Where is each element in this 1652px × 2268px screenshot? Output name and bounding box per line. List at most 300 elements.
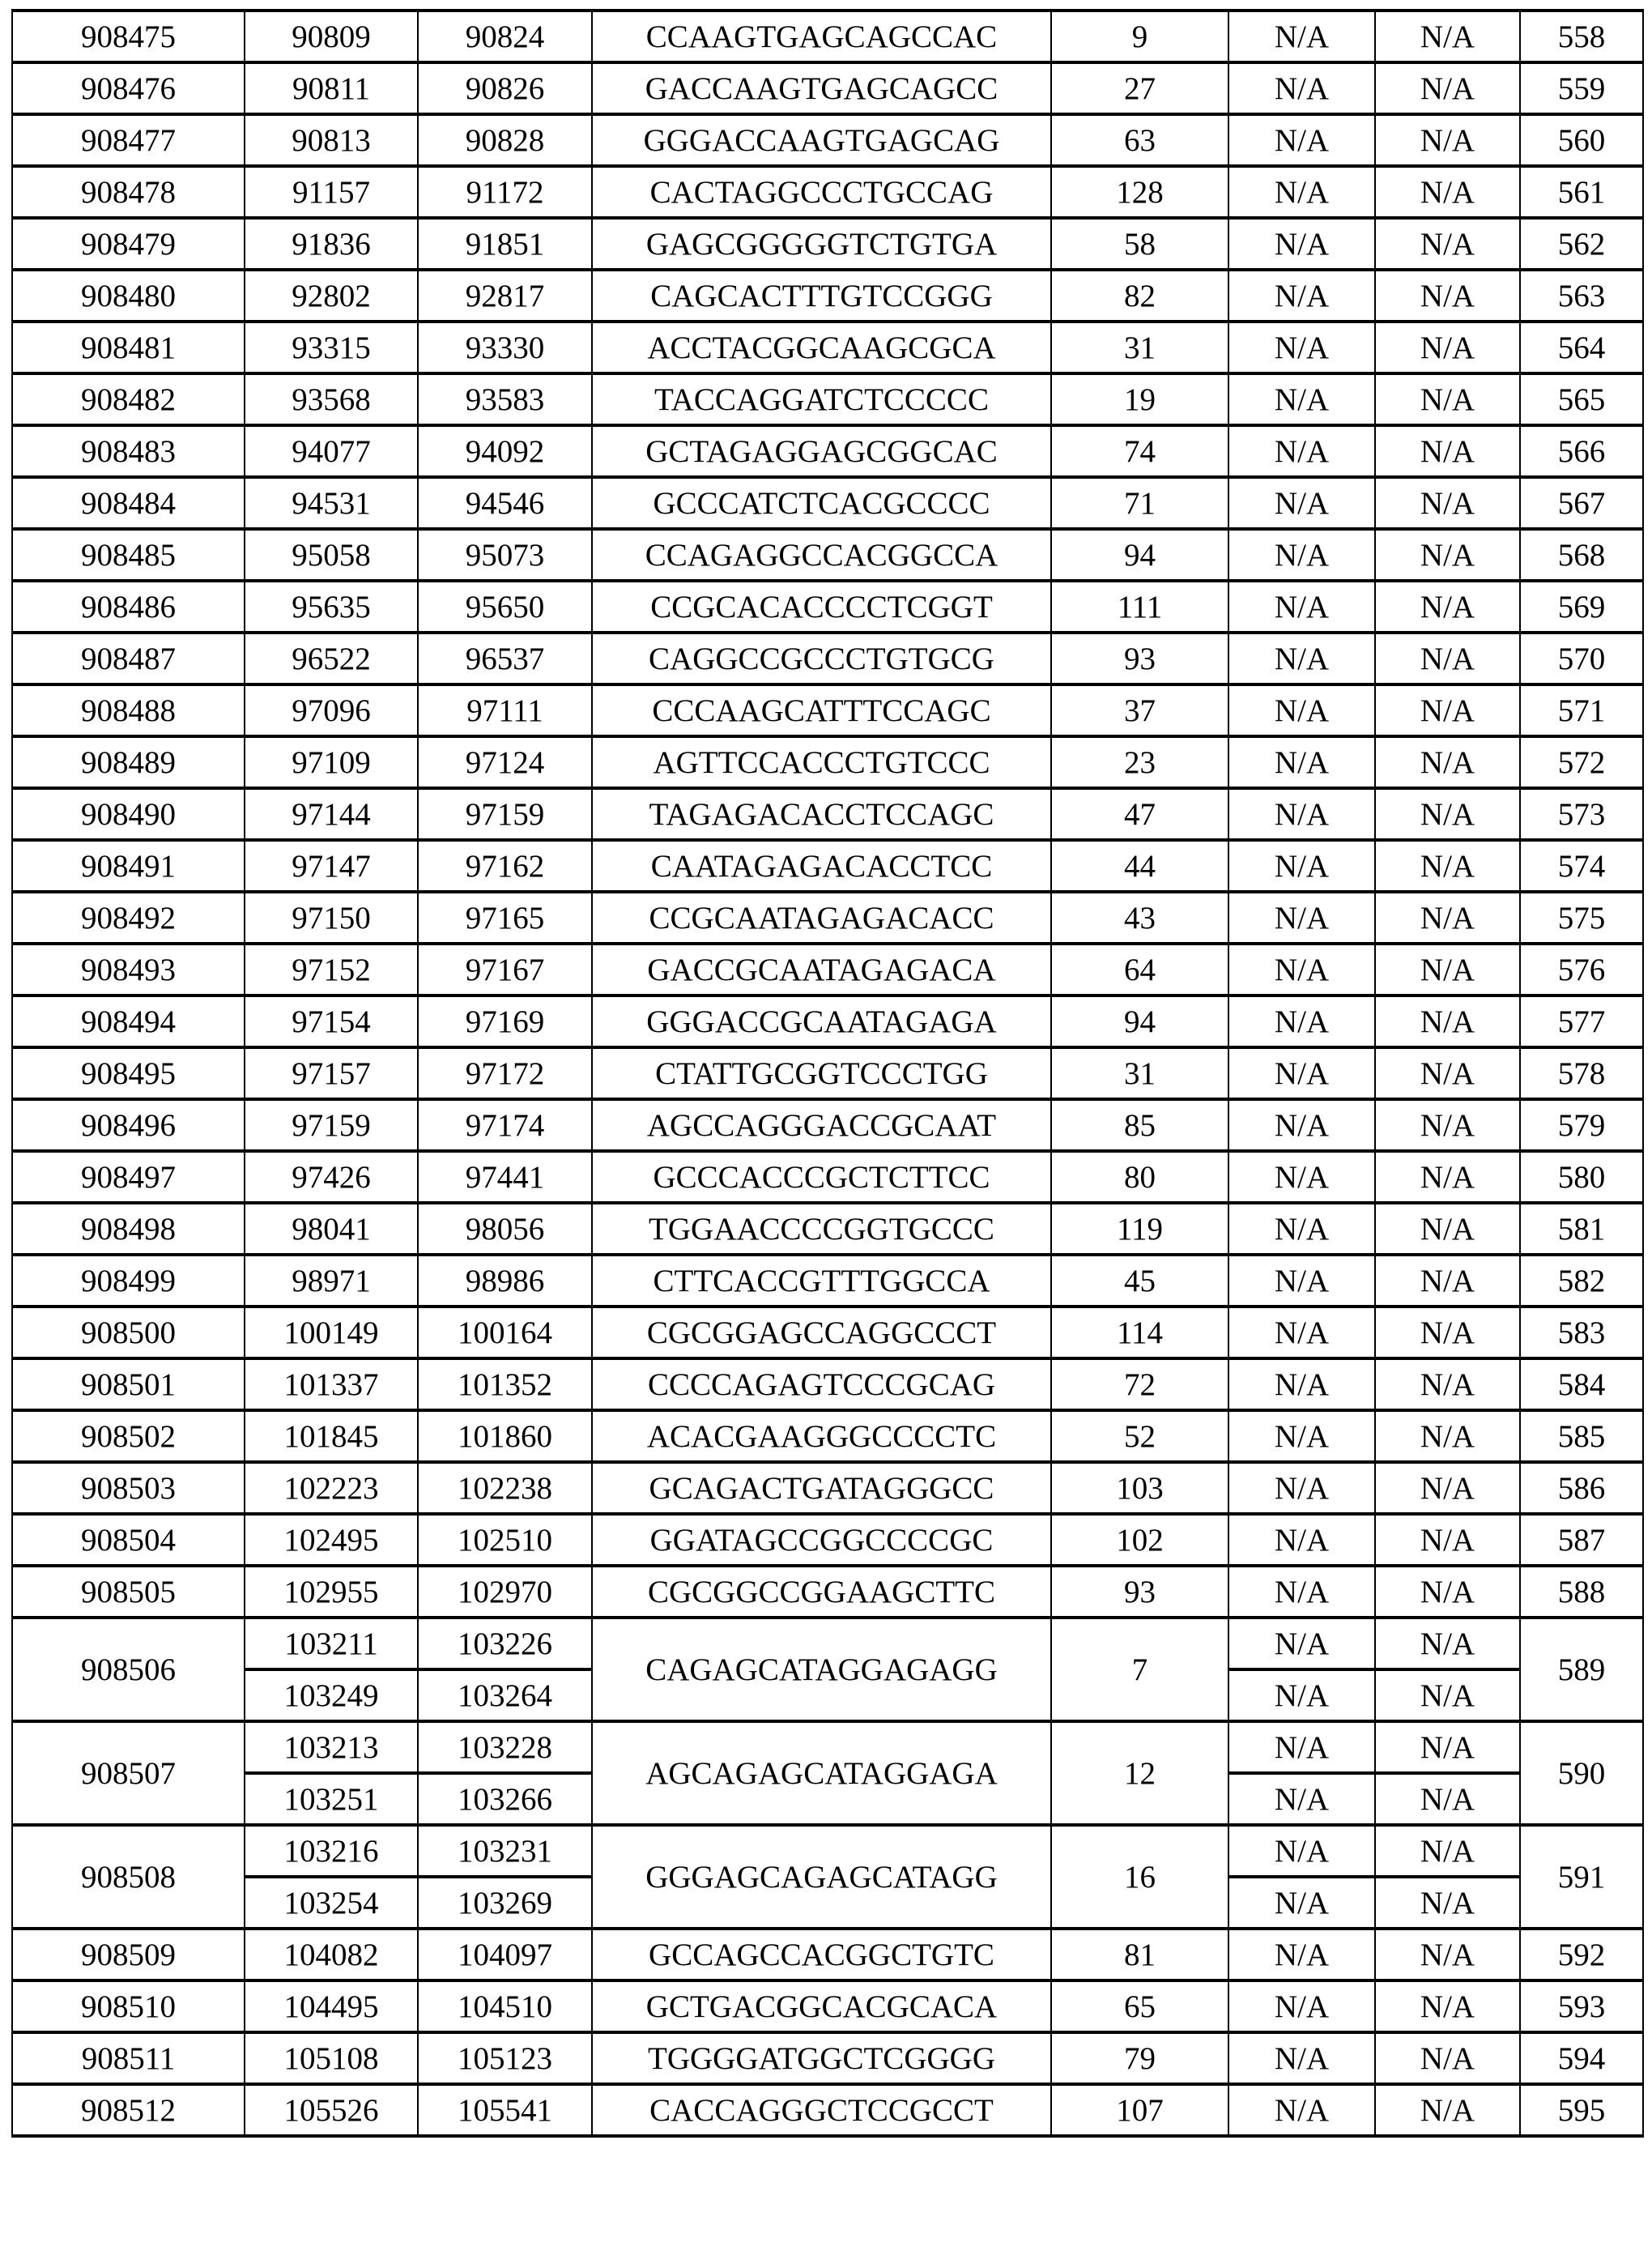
seq-id-cell: 592 bbox=[1520, 1929, 1643, 1980]
value-cell: 7 bbox=[1051, 1618, 1228, 1721]
table-row bbox=[12, 1151, 1643, 1203]
value-cell: 27 bbox=[1051, 62, 1228, 114]
start-site-cell: 90809 bbox=[245, 11, 418, 62]
table-row bbox=[12, 1047, 1643, 1099]
na-cell-2: N/A bbox=[1375, 425, 1520, 477]
table-row bbox=[12, 270, 1643, 322]
table-row bbox=[12, 1980, 1643, 2032]
seq-id-cell: 579 bbox=[1520, 1099, 1643, 1151]
compound-id-cell: 908493 bbox=[12, 944, 245, 995]
table-row bbox=[12, 1929, 1643, 1980]
na-cell-1: N/A bbox=[1228, 1877, 1375, 1929]
seq-id-cell: 582 bbox=[1520, 1255, 1643, 1307]
table-row bbox=[12, 1618, 1643, 1669]
na-cell-2: N/A bbox=[1375, 1099, 1520, 1151]
stop-site-cell: 97124 bbox=[418, 736, 592, 788]
stop-site-cell: 97159 bbox=[418, 788, 592, 840]
seq-id-cell: 586 bbox=[1520, 1462, 1643, 1514]
sequence-table bbox=[11, 9, 1644, 2138]
table-row bbox=[12, 2084, 1643, 2136]
na-cell-1: N/A bbox=[1228, 736, 1375, 788]
stop-site-cell: 103264 bbox=[418, 1669, 592, 1721]
stop-site-cell: 97111 bbox=[418, 684, 592, 736]
start-site-cell: 97157 bbox=[245, 1047, 418, 1099]
stop-site-cell: 102510 bbox=[418, 1514, 592, 1566]
na-cell-1: N/A bbox=[1228, 1929, 1375, 1980]
stop-site-cell: 94092 bbox=[418, 425, 592, 477]
stop-site-cell: 105123 bbox=[418, 2032, 592, 2084]
na-cell-1: N/A bbox=[1228, 11, 1375, 62]
seq-id-cell: 567 bbox=[1520, 477, 1643, 529]
table-row bbox=[12, 684, 1643, 736]
na-cell-1: N/A bbox=[1228, 788, 1375, 840]
table-row bbox=[12, 736, 1643, 788]
value-cell: 114 bbox=[1051, 1307, 1228, 1358]
seq-id-cell: 561 bbox=[1520, 166, 1643, 218]
compound-id-cell: 908508 bbox=[12, 1825, 245, 1929]
value-cell: 64 bbox=[1051, 944, 1228, 995]
na-cell-1: N/A bbox=[1228, 633, 1375, 684]
na-cell-1: N/A bbox=[1228, 270, 1375, 322]
na-cell-1: N/A bbox=[1228, 1151, 1375, 1203]
sequence-cell: GCTAGAGGAGCGGCAC bbox=[592, 425, 1051, 477]
table-row bbox=[12, 425, 1643, 477]
na-cell-1: N/A bbox=[1228, 1099, 1375, 1151]
na-cell-2: N/A bbox=[1375, 322, 1520, 373]
compound-id-cell: 908504 bbox=[12, 1514, 245, 1566]
na-cell-2: N/A bbox=[1375, 11, 1520, 62]
table-row bbox=[12, 944, 1643, 995]
table-row bbox=[12, 11, 1643, 62]
na-cell-2: N/A bbox=[1375, 1980, 1520, 2032]
na-cell-2: N/A bbox=[1375, 62, 1520, 114]
na-cell-2: N/A bbox=[1375, 1410, 1520, 1462]
na-cell-2: N/A bbox=[1375, 1514, 1520, 1566]
seq-id-cell: 569 bbox=[1520, 581, 1643, 633]
table-row bbox=[12, 581, 1643, 633]
compound-id-cell: 908489 bbox=[12, 736, 245, 788]
start-site-cell: 90811 bbox=[245, 62, 418, 114]
value-cell: 94 bbox=[1051, 529, 1228, 581]
na-cell-2: N/A bbox=[1375, 736, 1520, 788]
value-cell: 82 bbox=[1051, 270, 1228, 322]
value-cell: 63 bbox=[1051, 114, 1228, 166]
compound-id-cell: 908495 bbox=[12, 1047, 245, 1099]
sequence-cell: AGTTCCACCCTGTCCC bbox=[592, 736, 1051, 788]
compound-id-cell: 908491 bbox=[12, 840, 245, 892]
sequence-cell: GGGAGCAGAGCATAGG bbox=[592, 1825, 1051, 1929]
na-cell-2: N/A bbox=[1375, 166, 1520, 218]
value-cell: 94 bbox=[1051, 995, 1228, 1047]
sequence-cell: CGCGGAGCCAGGCCCT bbox=[592, 1307, 1051, 1358]
na-cell-2: N/A bbox=[1375, 840, 1520, 892]
table-row bbox=[12, 1255, 1643, 1307]
compound-id-cell: 908510 bbox=[12, 1980, 245, 2032]
start-site-cell: 98041 bbox=[245, 1203, 418, 1255]
start-site-cell: 95635 bbox=[245, 581, 418, 633]
compound-id-cell: 908478 bbox=[12, 166, 245, 218]
na-cell-1: N/A bbox=[1228, 166, 1375, 218]
na-cell-1: N/A bbox=[1228, 1514, 1375, 1566]
table-row bbox=[12, 1462, 1643, 1514]
seq-id-cell: 593 bbox=[1520, 1980, 1643, 2032]
na-cell-2: N/A bbox=[1375, 1203, 1520, 1255]
na-cell-2: N/A bbox=[1375, 373, 1520, 425]
start-site-cell: 93568 bbox=[245, 373, 418, 425]
value-cell: 85 bbox=[1051, 1099, 1228, 1151]
stop-site-cell: 102970 bbox=[418, 1566, 592, 1618]
stop-site-cell: 97172 bbox=[418, 1047, 592, 1099]
start-site-cell: 104082 bbox=[245, 1929, 418, 1980]
table-row bbox=[12, 1566, 1643, 1618]
compound-id-cell: 908477 bbox=[12, 114, 245, 166]
start-site-cell: 101845 bbox=[245, 1410, 418, 1462]
sequence-cell: TGGGGATGGCTCGGGG bbox=[592, 2032, 1051, 2084]
start-site-cell: 102223 bbox=[245, 1462, 418, 1514]
na-cell-2: N/A bbox=[1375, 995, 1520, 1047]
sequence-cell: TACCAGGATCTCCCCC bbox=[592, 373, 1051, 425]
na-cell-1: N/A bbox=[1228, 62, 1375, 114]
na-cell-1: N/A bbox=[1228, 944, 1375, 995]
table-row bbox=[12, 2032, 1643, 2084]
seq-id-cell: 578 bbox=[1520, 1047, 1643, 1099]
start-site-cell: 91157 bbox=[245, 166, 418, 218]
start-site-cell: 97154 bbox=[245, 995, 418, 1047]
compound-id-cell: 908479 bbox=[12, 218, 245, 270]
seq-id-cell: 591 bbox=[1520, 1825, 1643, 1929]
na-cell-2: N/A bbox=[1375, 477, 1520, 529]
na-cell-2: N/A bbox=[1375, 1669, 1520, 1721]
seq-id-cell: 562 bbox=[1520, 218, 1643, 270]
stop-site-cell: 92817 bbox=[418, 270, 592, 322]
na-cell-2: N/A bbox=[1375, 892, 1520, 944]
sequence-cell: CACCAGGGCTCCGCCT bbox=[592, 2084, 1051, 2136]
seq-id-cell: 581 bbox=[1520, 1203, 1643, 1255]
stop-site-cell: 98986 bbox=[418, 1255, 592, 1307]
seq-id-cell: 563 bbox=[1520, 270, 1643, 322]
seq-id-cell: 577 bbox=[1520, 995, 1643, 1047]
stop-site-cell: 104097 bbox=[418, 1929, 592, 1980]
sequence-cell: CAATAGAGACACCTCC bbox=[592, 840, 1051, 892]
value-cell: 65 bbox=[1051, 1980, 1228, 2032]
start-site-cell: 90813 bbox=[245, 114, 418, 166]
stop-site-cell: 105541 bbox=[418, 2084, 592, 2136]
start-site-cell: 103213 bbox=[245, 1721, 418, 1773]
start-site-cell: 92802 bbox=[245, 270, 418, 322]
seq-id-cell: 568 bbox=[1520, 529, 1643, 581]
seq-id-cell: 559 bbox=[1520, 62, 1643, 114]
na-cell-2: N/A bbox=[1375, 788, 1520, 840]
stop-site-cell: 94546 bbox=[418, 477, 592, 529]
na-cell-1: N/A bbox=[1228, 477, 1375, 529]
seq-id-cell: 588 bbox=[1520, 1566, 1643, 1618]
compound-id-cell: 908476 bbox=[12, 62, 245, 114]
table-row bbox=[12, 529, 1643, 581]
na-cell-2: N/A bbox=[1375, 114, 1520, 166]
start-site-cell: 97150 bbox=[245, 892, 418, 944]
value-cell: 74 bbox=[1051, 425, 1228, 477]
na-cell-1: N/A bbox=[1228, 1203, 1375, 1255]
compound-id-cell: 908483 bbox=[12, 425, 245, 477]
stop-site-cell: 95650 bbox=[418, 581, 592, 633]
na-cell-1: N/A bbox=[1228, 1462, 1375, 1514]
sequence-cell: CGCGGCCGGAAGCTTC bbox=[592, 1566, 1051, 1618]
na-cell-1: N/A bbox=[1228, 1566, 1375, 1618]
start-site-cell: 103254 bbox=[245, 1877, 418, 1929]
na-cell-1: N/A bbox=[1228, 322, 1375, 373]
na-cell-1: N/A bbox=[1228, 1307, 1375, 1358]
stop-site-cell: 103266 bbox=[418, 1773, 592, 1825]
table-body bbox=[12, 11, 1643, 2136]
value-cell: 107 bbox=[1051, 2084, 1228, 2136]
sequence-cell: GACCAAGTGAGCAGCC bbox=[592, 62, 1051, 114]
na-cell-1: N/A bbox=[1228, 2032, 1375, 2084]
na-cell-1: N/A bbox=[1228, 529, 1375, 581]
start-site-cell: 97096 bbox=[245, 684, 418, 736]
start-site-cell: 95058 bbox=[245, 529, 418, 581]
seq-id-cell: 583 bbox=[1520, 1307, 1643, 1358]
sequence-cell: GCCCATCTCACGCCCC bbox=[592, 477, 1051, 529]
na-cell-1: N/A bbox=[1228, 1773, 1375, 1825]
na-cell-2: N/A bbox=[1375, 1825, 1520, 1877]
na-cell-1: N/A bbox=[1228, 1618, 1375, 1669]
table-row bbox=[12, 218, 1643, 270]
na-cell-1: N/A bbox=[1228, 840, 1375, 892]
na-cell-1: N/A bbox=[1228, 218, 1375, 270]
na-cell-2: N/A bbox=[1375, 1047, 1520, 1099]
value-cell: 128 bbox=[1051, 166, 1228, 218]
stop-site-cell: 91851 bbox=[418, 218, 592, 270]
table-row bbox=[12, 1203, 1643, 1255]
na-cell-1: N/A bbox=[1228, 1255, 1375, 1307]
compound-id-cell: 908496 bbox=[12, 1099, 245, 1151]
compound-id-cell: 908505 bbox=[12, 1566, 245, 1618]
compound-id-cell: 908501 bbox=[12, 1358, 245, 1410]
sequence-cell: GCCAGCCACGGCTGTC bbox=[592, 1929, 1051, 1980]
seq-id-cell: 585 bbox=[1520, 1410, 1643, 1462]
seq-id-cell: 580 bbox=[1520, 1151, 1643, 1203]
table-row bbox=[12, 633, 1643, 684]
compound-id-cell: 908503 bbox=[12, 1462, 245, 1514]
compound-id-cell: 908500 bbox=[12, 1307, 245, 1358]
stop-site-cell: 97174 bbox=[418, 1099, 592, 1151]
compound-id-cell: 908511 bbox=[12, 2032, 245, 2084]
compound-id-cell: 908498 bbox=[12, 1203, 245, 1255]
compound-id-cell: 908481 bbox=[12, 322, 245, 373]
compound-id-cell: 908502 bbox=[12, 1410, 245, 1462]
seq-id-cell: 564 bbox=[1520, 322, 1643, 373]
compound-id-cell: 908512 bbox=[12, 2084, 245, 2136]
compound-id-cell: 908485 bbox=[12, 529, 245, 581]
sequence-cell: CCCAAGCATTTCCAGC bbox=[592, 684, 1051, 736]
sequence-cell: CCCCAGAGTCCCGCAG bbox=[592, 1358, 1051, 1410]
compound-id-cell: 908490 bbox=[12, 788, 245, 840]
value-cell: 12 bbox=[1051, 1721, 1228, 1825]
na-cell-2: N/A bbox=[1375, 1151, 1520, 1203]
na-cell-1: N/A bbox=[1228, 373, 1375, 425]
stop-site-cell: 104510 bbox=[418, 1980, 592, 2032]
na-cell-2: N/A bbox=[1375, 2032, 1520, 2084]
value-cell: 58 bbox=[1051, 218, 1228, 270]
sequence-cell: GACCGCAATAGAGACA bbox=[592, 944, 1051, 995]
stop-site-cell: 103231 bbox=[418, 1825, 592, 1877]
stop-site-cell: 93583 bbox=[418, 373, 592, 425]
value-cell: 111 bbox=[1051, 581, 1228, 633]
sequence-cell: CACTAGGCCCTGCCAG bbox=[592, 166, 1051, 218]
stop-site-cell: 101860 bbox=[418, 1410, 592, 1462]
sequence-cell: CCGCACACCCCTCGGT bbox=[592, 581, 1051, 633]
table-row bbox=[12, 1307, 1643, 1358]
sequence-cell: GCCCACCCGCTCTTCC bbox=[592, 1151, 1051, 1203]
value-cell: 81 bbox=[1051, 1929, 1228, 1980]
na-cell-2: N/A bbox=[1375, 944, 1520, 995]
stop-site-cell: 103226 bbox=[418, 1618, 592, 1669]
start-site-cell: 97152 bbox=[245, 944, 418, 995]
seq-id-cell: 560 bbox=[1520, 114, 1643, 166]
stop-site-cell: 101352 bbox=[418, 1358, 592, 1410]
compound-id-cell: 908494 bbox=[12, 995, 245, 1047]
start-site-cell: 91836 bbox=[245, 218, 418, 270]
compound-id-cell: 908507 bbox=[12, 1721, 245, 1825]
value-cell: 45 bbox=[1051, 1255, 1228, 1307]
table-row bbox=[12, 995, 1643, 1047]
stop-site-cell: 102238 bbox=[418, 1462, 592, 1514]
value-cell: 19 bbox=[1051, 373, 1228, 425]
value-cell: 37 bbox=[1051, 684, 1228, 736]
sequence-cell: ACACGAAGGGCCCCTC bbox=[592, 1410, 1051, 1462]
stop-site-cell: 95073 bbox=[418, 529, 592, 581]
sequence-cell: GCTGACGGCACGCACA bbox=[592, 1980, 1051, 2032]
table-row bbox=[12, 62, 1643, 114]
stop-site-cell: 90826 bbox=[418, 62, 592, 114]
seq-id-cell: 566 bbox=[1520, 425, 1643, 477]
table-row bbox=[12, 892, 1643, 944]
na-cell-2: N/A bbox=[1375, 270, 1520, 322]
table-row bbox=[12, 1825, 1643, 1877]
na-cell-2: N/A bbox=[1375, 2084, 1520, 2136]
compound-id-cell: 908487 bbox=[12, 633, 245, 684]
seq-id-cell: 573 bbox=[1520, 788, 1643, 840]
compound-id-cell: 908509 bbox=[12, 1929, 245, 1980]
table-row bbox=[12, 1358, 1643, 1410]
table-row bbox=[12, 166, 1643, 218]
start-site-cell: 94077 bbox=[245, 425, 418, 477]
na-cell-1: N/A bbox=[1228, 995, 1375, 1047]
value-cell: 71 bbox=[1051, 477, 1228, 529]
na-cell-2: N/A bbox=[1375, 1566, 1520, 1618]
stop-site-cell: 100164 bbox=[418, 1307, 592, 1358]
start-site-cell: 102495 bbox=[245, 1514, 418, 1566]
compound-id-cell: 908506 bbox=[12, 1618, 245, 1721]
na-cell-1: N/A bbox=[1228, 1410, 1375, 1462]
start-site-cell: 93315 bbox=[245, 322, 418, 373]
na-cell-1: N/A bbox=[1228, 1669, 1375, 1721]
value-cell: 72 bbox=[1051, 1358, 1228, 1410]
start-site-cell: 105526 bbox=[245, 2084, 418, 2136]
sequence-cell: CTTCACCGTTTGGCCA bbox=[592, 1255, 1051, 1307]
sequence-cell: GGATAGCCGGCCCCGC bbox=[592, 1514, 1051, 1566]
compound-id-cell: 908486 bbox=[12, 581, 245, 633]
na-cell-2: N/A bbox=[1375, 1929, 1520, 1980]
start-site-cell: 103251 bbox=[245, 1773, 418, 1825]
seq-id-cell: 575 bbox=[1520, 892, 1643, 944]
start-site-cell: 103216 bbox=[245, 1825, 418, 1877]
compound-id-cell: 908480 bbox=[12, 270, 245, 322]
value-cell: 103 bbox=[1051, 1462, 1228, 1514]
stop-site-cell: 97165 bbox=[418, 892, 592, 944]
value-cell: 79 bbox=[1051, 2032, 1228, 2084]
value-cell: 44 bbox=[1051, 840, 1228, 892]
start-site-cell: 98971 bbox=[245, 1255, 418, 1307]
compound-id-cell: 908488 bbox=[12, 684, 245, 736]
seq-id-cell: 587 bbox=[1520, 1514, 1643, 1566]
start-site-cell: 97426 bbox=[245, 1151, 418, 1203]
na-cell-1: N/A bbox=[1228, 892, 1375, 944]
value-cell: 23 bbox=[1051, 736, 1228, 788]
na-cell-2: N/A bbox=[1375, 1462, 1520, 1514]
start-site-cell: 97144 bbox=[245, 788, 418, 840]
na-cell-2: N/A bbox=[1375, 1307, 1520, 1358]
seq-id-cell: 590 bbox=[1520, 1721, 1643, 1825]
compound-id-cell: 908492 bbox=[12, 892, 245, 944]
table-row bbox=[12, 114, 1643, 166]
na-cell-1: N/A bbox=[1228, 2084, 1375, 2136]
seq-id-cell: 584 bbox=[1520, 1358, 1643, 1410]
start-site-cell: 104495 bbox=[245, 1980, 418, 2032]
start-site-cell: 103249 bbox=[245, 1669, 418, 1721]
sequence-cell: CCAAGTGAGCAGCCAC bbox=[592, 11, 1051, 62]
start-site-cell: 101337 bbox=[245, 1358, 418, 1410]
stop-site-cell: 103269 bbox=[418, 1877, 592, 1929]
na-cell-2: N/A bbox=[1375, 1721, 1520, 1773]
start-site-cell: 97159 bbox=[245, 1099, 418, 1151]
table-row bbox=[12, 1099, 1643, 1151]
seq-id-cell: 570 bbox=[1520, 633, 1643, 684]
na-cell-1: N/A bbox=[1228, 684, 1375, 736]
stop-site-cell: 103228 bbox=[418, 1721, 592, 1773]
start-site-cell: 103211 bbox=[245, 1618, 418, 1669]
table-row bbox=[12, 840, 1643, 892]
stop-site-cell: 96537 bbox=[418, 633, 592, 684]
start-site-cell: 96522 bbox=[245, 633, 418, 684]
stop-site-cell: 98056 bbox=[418, 1203, 592, 1255]
na-cell-1: N/A bbox=[1228, 1358, 1375, 1410]
na-cell-1: N/A bbox=[1228, 1721, 1375, 1773]
stop-site-cell: 90824 bbox=[418, 11, 592, 62]
sequence-cell: TAGAGACACCTCCAGC bbox=[592, 788, 1051, 840]
sequence-cell: CTATTGCGGTCCCTGG bbox=[592, 1047, 1051, 1099]
table-row bbox=[12, 1410, 1643, 1462]
seq-id-cell: 565 bbox=[1520, 373, 1643, 425]
na-cell-2: N/A bbox=[1375, 1358, 1520, 1410]
value-cell: 43 bbox=[1051, 892, 1228, 944]
seq-id-cell: 576 bbox=[1520, 944, 1643, 995]
na-cell-2: N/A bbox=[1375, 684, 1520, 736]
na-cell-2: N/A bbox=[1375, 218, 1520, 270]
sequence-cell: TGGAACCCCGGTGCCC bbox=[592, 1203, 1051, 1255]
start-site-cell: 97147 bbox=[245, 840, 418, 892]
sequence-cell: GGGACCAAGTGAGCAG bbox=[592, 114, 1051, 166]
na-cell-2: N/A bbox=[1375, 1877, 1520, 1929]
na-cell-1: N/A bbox=[1228, 1825, 1375, 1877]
sequence-cell: CAGGCCGCCCTGTGCG bbox=[592, 633, 1051, 684]
table-row bbox=[12, 1514, 1643, 1566]
stop-site-cell: 97169 bbox=[418, 995, 592, 1047]
table-row bbox=[12, 322, 1643, 373]
stop-site-cell: 90828 bbox=[418, 114, 592, 166]
sequence-cell: AGCAGAGCATAGGAGA bbox=[592, 1721, 1051, 1825]
seq-id-cell: 574 bbox=[1520, 840, 1643, 892]
